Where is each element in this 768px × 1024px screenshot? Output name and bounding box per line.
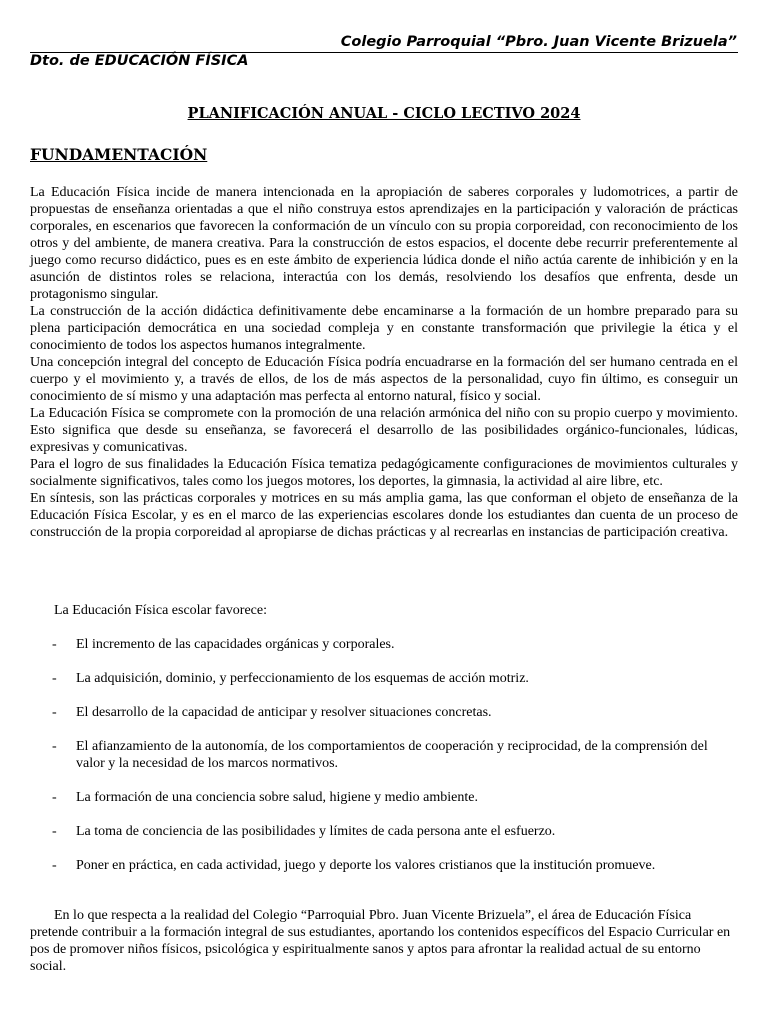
dash-bullet: - bbox=[52, 790, 57, 805]
paragraph: Para el logro de sus finalidades la Educación Física tematiza pedagógicamente configuraciones de movimientos culturales y socialmente significativos, tales como los juegos motores, los deportes, la gimnasia, la actividad al aire libre, etc. bbox=[30, 457, 738, 489]
list-item-text: Poner en práctica, en cada actividad, juego y deporte los valores cristianos que la institución promueve. bbox=[76, 858, 656, 873]
list-item-text: La formación de una conciencia sobre salud, higiene y medio ambiente. bbox=[76, 790, 478, 805]
benefits-list bbox=[30, 636, 738, 891]
list-item-text: El desarrollo de la capacidad de anticipar y resolver situaciones concretas. bbox=[76, 705, 492, 720]
list-item-text: El afianzamiento de la autonomía, de los comportamientos de cooperación y reciprocidad, de la comprensión del valor y la necesidad de los marcos normativos. bbox=[76, 739, 708, 771]
paragraph: La construcción de la acción didáctica definitivamente debe encaminarse a la formación de un hombre preparado para su plena participación democrática en una sociedad compleja y en constante transformación que privilegie la ética y el conocimiento de todos los aspectos humanos integralmente. bbox=[30, 304, 738, 353]
list-item bbox=[30, 789, 738, 806]
paragraph: En síntesis, son las prácticas corporales y motrices en su más amplia gama, las que conforman el objeto de enseñanza de la Educación Física Escolar, y es en el marco de las experiencias escolares donde los estudiantes dan cuenta de un proceso de construcción de la propia corporeidad al apropiarse de dichas prácticas y al recrearlas en instancias de participación creativa. bbox=[30, 491, 738, 540]
list-item bbox=[30, 704, 738, 721]
dash-bullet: - bbox=[52, 705, 57, 720]
dash-bullet: - bbox=[52, 671, 57, 686]
list-item bbox=[30, 857, 738, 874]
list-item bbox=[30, 670, 738, 687]
paragraph: La Educación Física incide de manera intencionada en la apropiación de saberes corporales y ludomotrices, a partir de propuestas de enseñanza orientadas a que el niño construya estos aprendizajes en la participación y valoración de prácticas corporales, en escenarios que favorecen la conformación de un vínculo con su propia corporeidad, con reconocimiento de los otros y del ambiente, de manera creativa. Para la construcción de estos espacios, el docente debe recurrir preferentemente al juego como recurso didáctico, pues es en este ámbito de experiencia lúdica donde el niño actúa carente de inhibición y en la asunción de distintos roles se relaciona, interactúa con los demás, resolviendo los desafíos que enfrenta, desde un protagonismo singular. bbox=[30, 185, 738, 302]
fundamentacion-body bbox=[30, 184, 738, 541]
list-item bbox=[30, 738, 738, 772]
list-item bbox=[30, 636, 738, 653]
dash-bullet: - bbox=[52, 858, 57, 873]
dash-bullet: - bbox=[52, 824, 57, 839]
list-intro: La Educación Física escolar favorece: bbox=[54, 603, 268, 618]
paragraph: La Educación Física se compromete con la promoción de una relación armónica del niño con su propio cuerpo y movimiento. Esto significa que desde su enseñanza, se favorecerá el desarrollo de las posibilidades orgánico-funcionales, lúdicas, expresivas y comunicativas. bbox=[30, 406, 738, 455]
department-header: Dto. de EDUCACIÓN FÍSICA bbox=[30, 53, 249, 69]
paragraph: Una concepción integral del concepto de Educación Física podría encuadrarse en la formación del ser humano centrada en el cuerpo y el movimiento y, a través de ellos, de los de más aspectos de la personalidad, cuyo fin último, es conseguir un conocimiento de sí mismo y una adaptación mas perfecta al entorno natural, físico y social. bbox=[30, 355, 738, 404]
section-heading: FUNDAMENTACIÓN bbox=[30, 145, 208, 164]
list-item bbox=[30, 823, 738, 840]
school-header: Colegio Parroquial “Pbro. Juan Vicente Brizuela” bbox=[340, 34, 737, 50]
dash-bullet: - bbox=[52, 739, 57, 754]
list-item-text: La adquisición, dominio, y perfeccionamiento de los esquemas de acción motriz. bbox=[76, 671, 529, 686]
list-item-text: La toma de conciencia de las posibilidades y límites de cada persona ante el esfuerzo. bbox=[76, 824, 556, 839]
closing-paragraph: En lo que respecta a la realidad del Colegio “Parroquial Pbro. Juan Vicente Brizuela”, el área de Educación Física pretende contribuir a la formación integral de sus estudiantes, aportando los contenidos específicos del Espacio Curricular en pos de promover niños físicos, psicológica y espiritualmente sanos y aptos para afrontar la realidad actual de su entorno social. bbox=[30, 908, 731, 974]
dash-bullet: - bbox=[52, 637, 57, 652]
list-item-text: El incremento de las capacidades orgánicas y corporales. bbox=[76, 637, 395, 652]
document-title: PLANIFICACIÓN ANUAL - CICLO LECTIVO 2024 bbox=[187, 105, 581, 122]
